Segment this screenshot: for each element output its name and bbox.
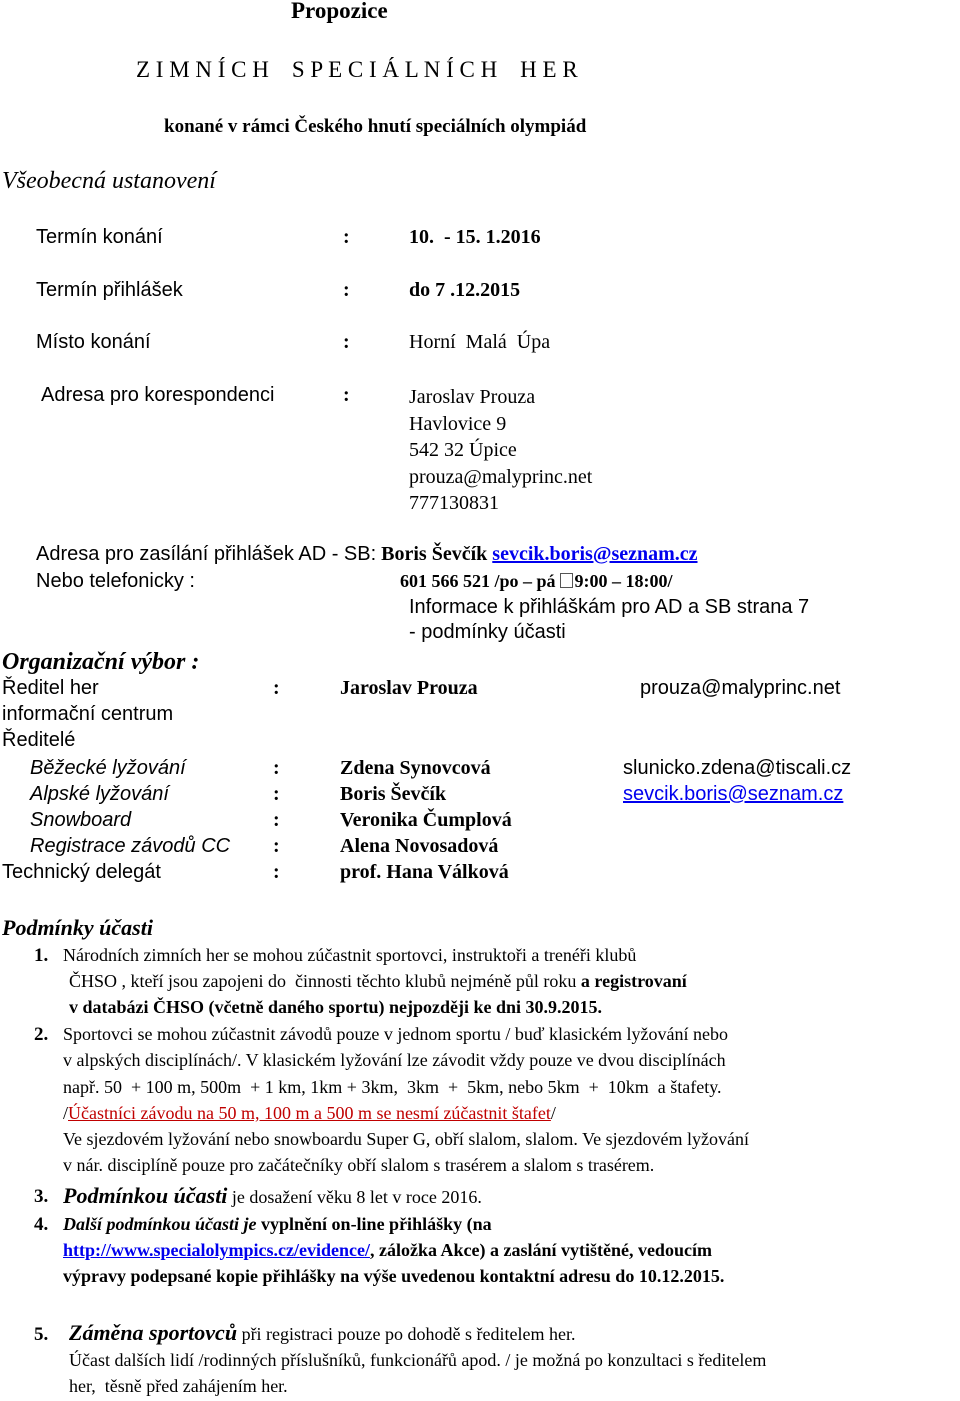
- director-label: Ředitel her: [2, 677, 99, 699]
- document-title: Propozice: [291, 0, 388, 23]
- condition-4-line: [63, 1240, 712, 1261]
- committee-row-label: Běžecké lyžování: [30, 757, 186, 779]
- condition-1-line: v databázi ČHSO (včetně daného sportu) nejpozději ke dni 30.9.2015.: [69, 997, 603, 1017]
- condition-3-line: [63, 1183, 482, 1208]
- director-name: Jaroslav Prouza: [340, 677, 478, 699]
- condition-1-bold: a registrovaní: [580, 971, 687, 991]
- condition-2-line: v nár. disciplíně pouze pro začátečníky obří slalom s trasérem a slalom s trasérem.: [63, 1155, 655, 1175]
- document-context: konané v rámci Českého hnutí speciálních olympiád: [164, 116, 587, 137]
- separator: :: [273, 861, 280, 883]
- separator: :: [273, 677, 280, 699]
- signup-label: Adresa pro zasílání přihlášek AD - SB:: [36, 543, 377, 565]
- separator: :: [343, 226, 350, 248]
- condition-5-line: her, těsně před zahájením her.: [69, 1376, 288, 1396]
- signup-email-link[interactable]: sevcik.boris@seznam.cz: [492, 543, 698, 565]
- info-line: - podmínky účasti: [409, 621, 566, 643]
- signup-row: [36, 543, 698, 566]
- condition-2-line: v alpských disciplínách/. V klasickém lyžování lze závodit vždy pouze ve dvou disciplínách: [63, 1050, 726, 1070]
- condition-5-text: při registraci pouze po dohodě s ředitelem her.: [237, 1324, 576, 1344]
- place-value: Horní Malá Úpa: [409, 331, 551, 353]
- condition-4-line: výpravy podepsané kopie přihlášky na výše uvedenou kontaktní adresu do 10.12.2015.: [63, 1266, 725, 1286]
- address-line: Havlovice 9: [409, 412, 507, 435]
- separator: :: [343, 384, 350, 406]
- committee-row-label: Snowboard: [30, 809, 132, 831]
- tech-label: Technický delegát: [2, 861, 161, 883]
- condition-4-text: , záložka Akce) a zaslání vytištěné, vedoucím: [369, 1240, 712, 1260]
- condition-4-italic: Další podmínkou účasti je: [63, 1214, 257, 1234]
- address-label: Adresa pro korespondenci: [41, 384, 275, 406]
- slash: /: [63, 1103, 69, 1123]
- separator: :: [273, 757, 280, 779]
- condition-number: 3.: [34, 1186, 49, 1207]
- director-email: prouza@malyprinc.net: [640, 677, 841, 699]
- condition-5-bold: Záměna sportovců: [69, 1320, 238, 1345]
- condition-1-line: Národních zimních her se mohou zúčastnit sportovci, instruktoři a trenéři klubů: [63, 945, 637, 965]
- directors-label: Ředitelé: [2, 729, 76, 751]
- place-label: Místo konání: [36, 331, 151, 353]
- address-line: 777130831: [409, 492, 499, 514]
- committee-row-label: Alpské lyžování: [30, 783, 169, 805]
- condition-number: 5.: [34, 1324, 49, 1345]
- condition-3-text: je dosažení věku 8 let v roce 2016.: [227, 1187, 482, 1207]
- condition-2-line: Ve sjezdovém lyžování nebo snowboardu Super G, obří slalom, slalom. Ve sjezdovém lyžování: [63, 1129, 750, 1149]
- deadline-label: Termín přihlášek: [36, 279, 183, 301]
- committee-row-email: slunicko.zdena@tiscali.cz: [623, 757, 852, 779]
- condition-number: 1.: [34, 945, 49, 966]
- address-line: Jaroslav Prouza: [409, 386, 536, 408]
- condition-number: 2.: [34, 1024, 49, 1045]
- committee-row-name: Boris Ševčík: [340, 783, 447, 805]
- tech-name: prof. Hana Válková: [340, 861, 509, 883]
- separator: :: [343, 331, 350, 353]
- condition-5-line: [69, 1320, 575, 1345]
- evidence-link[interactable]: http://www.specialolympics.cz/evidence/: [63, 1240, 370, 1260]
- condition-1-line: [69, 971, 687, 992]
- general-heading: Všeobecná ustanovení: [2, 168, 216, 194]
- document-subtitle: Z I M N Í C H S P E C I Á L N Í C H H E R: [136, 57, 578, 82]
- phone-row: [400, 571, 673, 592]
- separator: :: [273, 809, 280, 831]
- signup-name: Boris Ševčík: [381, 543, 488, 565]
- phone-hours: 9:00 – 18:00/: [574, 571, 673, 591]
- committee-row-name: Zdena Synovcová: [340, 757, 491, 779]
- address-line: 542 32 Úpice: [409, 439, 517, 461]
- separator: :: [273, 783, 280, 805]
- committee-row-label: Registrace závodů CC: [30, 835, 231, 857]
- committee-row-name: Veronika Čumplová: [340, 809, 512, 831]
- committee-row-name: Alena Novosadová: [340, 835, 499, 857]
- slash: /: [550, 1103, 556, 1123]
- condition-4-line: [63, 1214, 492, 1235]
- condition-2-line: [63, 1103, 556, 1124]
- term-value: 10. - 15. 1.2016: [409, 226, 541, 248]
- committee-heading: Organizační výbor :: [2, 649, 200, 675]
- address-block: [409, 384, 592, 517]
- separator: :: [273, 835, 280, 857]
- deadline-value: do 7 .12.2015: [409, 279, 521, 301]
- phone-label: Nebo telefonicky :: [36, 570, 195, 592]
- condition-number: 4.: [34, 1214, 49, 1235]
- box-icon: [560, 573, 573, 588]
- condition-2-line: např. 50 + 100 m, 500m + 1 km, 1km + 3km, 3km + 5km, nebo 5km + 10km a štafety.: [63, 1077, 722, 1097]
- term-label: Termín konání: [36, 226, 163, 248]
- conditions-heading: Podmínky účasti: [2, 915, 153, 940]
- info-line: Informace k přihláškám pro AD a SB strana 7: [409, 596, 810, 618]
- condition-2-line: Sportovci se mohou zúčastnit závodů pouze v jednom sportu / buď klasickém lyžování nebo: [63, 1024, 728, 1044]
- committee-row-email-link[interactable]: sevcik.boris@seznam.cz: [623, 783, 844, 805]
- condition-1-text: ČHSO , kteří jsou zapojeni do činnosti těchto klubů nejméně půl roku: [69, 971, 581, 991]
- info-center-label: informační centrum: [2, 703, 174, 725]
- condition-3-bold: Podmínkou účasti: [63, 1183, 228, 1208]
- separator: :: [343, 279, 350, 301]
- condition-4-text: vyplnění on-line přihlášky (na: [256, 1214, 492, 1234]
- address-line: prouza@malyprinc.net: [409, 465, 593, 488]
- phone-value: 601 566 521 /po – pá: [400, 571, 556, 591]
- condition-5-line: Účast dalších lidí /rodinných příslušníků, funkcionářů apod. / je možná po konzultaci s ředitelem: [69, 1350, 767, 1370]
- relay-restriction-text: Účastníci závodu na 50 m, 100 m a 500 m se nesmí zúčastnit štafet: [68, 1103, 551, 1123]
